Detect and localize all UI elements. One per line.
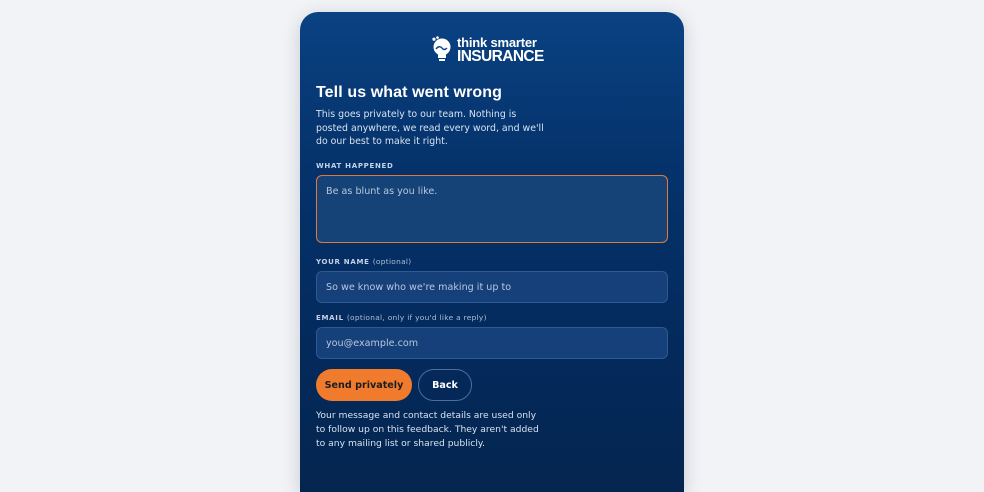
brand-line-2: INSURANCE bbox=[457, 47, 544, 65]
what-happened-label bbox=[316, 162, 394, 170]
brand-line-1: think smarter bbox=[457, 34, 537, 50]
back-button[interactable]: Back bbox=[418, 369, 472, 401]
email-input[interactable] bbox=[316, 327, 668, 359]
page-title: Tell us what went wrong bbox=[316, 84, 503, 101]
lightbulb-hand-icon bbox=[430, 36, 454, 64]
what-happened-textarea[interactable] bbox=[316, 175, 668, 243]
privacy-footnote: Your message and contact details are used only to follow up on this feedback. They aren't added to any mailing list or shared publicly. bbox=[316, 410, 539, 449]
feedback-card bbox=[300, 12, 684, 492]
your-name-label bbox=[316, 257, 411, 266]
brand-wordmark bbox=[457, 36, 544, 65]
what-happened-label-text: WHAT HAPPENED bbox=[316, 162, 394, 170]
brand-logo bbox=[430, 36, 544, 64]
send-privately-button[interactable]: Send privately bbox=[316, 369, 412, 401]
your-name-label-note: (optional) bbox=[372, 257, 412, 266]
your-name-input[interactable] bbox=[316, 271, 668, 303]
email-label-note: (optional, only if you'd like a reply) bbox=[346, 313, 487, 322]
email-label bbox=[316, 313, 487, 322]
intro-text: This goes privately to our team. Nothing is posted anywhere, we read every word, and we'll do our best to make it right. bbox=[316, 109, 544, 148]
email-label-text: EMAIL bbox=[316, 314, 344, 322]
your-name-label-text: YOUR NAME bbox=[316, 258, 370, 266]
